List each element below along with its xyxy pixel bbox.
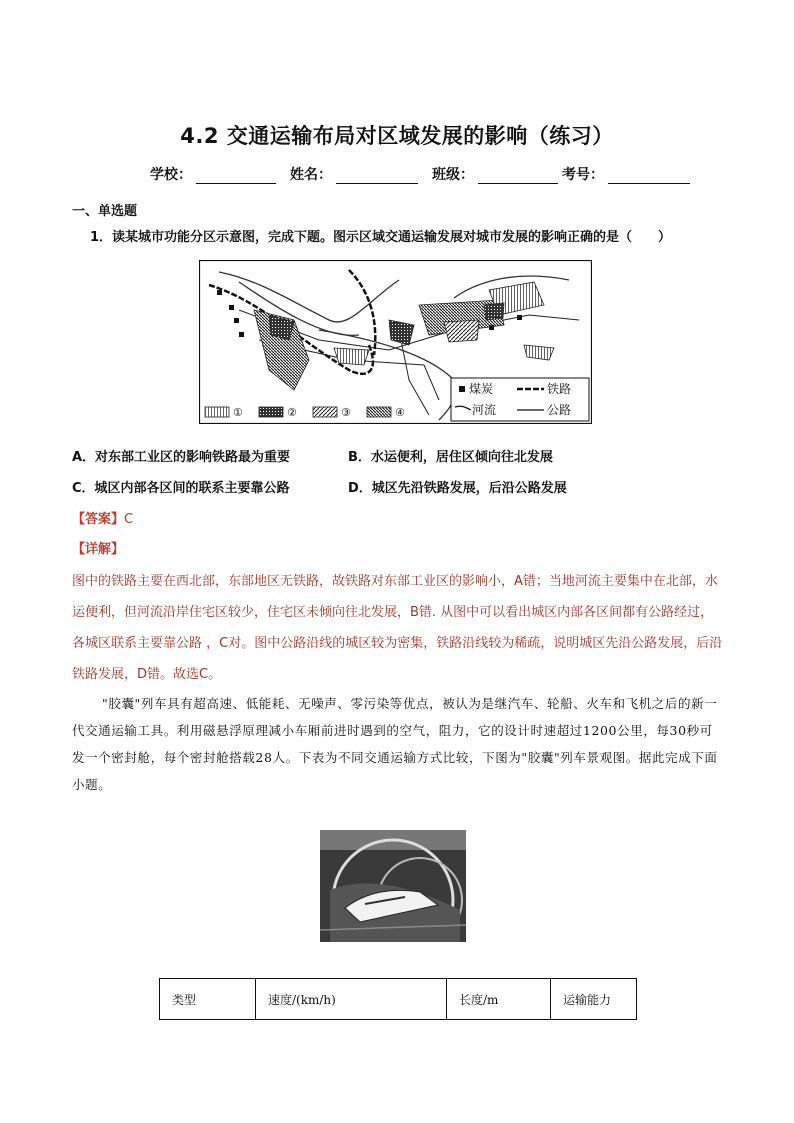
answer-line [72, 508, 133, 527]
zone-1-label: ① [233, 406, 243, 419]
option-d[interactable]: D．城区先沿铁路发展，后沿公路发展 [348, 481, 567, 496]
legend-rail: 铁路 [547, 382, 572, 396]
table-header-row [160, 979, 637, 1020]
coal-mark [217, 290, 222, 295]
zone-2-label: ② [287, 406, 297, 419]
comparison-table [159, 978, 637, 1020]
zone-2-area [484, 303, 504, 320]
coal-mark [239, 332, 244, 337]
name-blank[interactable] [336, 169, 418, 184]
page-title: 4.2 交通运输布局对区域发展的影响（练习） [180, 124, 614, 148]
school-label: 学校： [150, 167, 192, 183]
city-function-map [199, 260, 592, 424]
coal-icon [459, 386, 465, 392]
exam-number-blank[interactable] [608, 169, 690, 184]
header-speed: 速度/(km/h) [256, 979, 447, 1020]
legend-river: 河流 [472, 403, 497, 417]
header-capacity: 运输能力 [551, 979, 637, 1020]
name-label: 姓名： [290, 167, 332, 183]
option-b[interactable]: B．水运便利，居住区倾向往北发展 [348, 450, 553, 465]
option-c[interactable]: C．城区内部各区间的联系主要靠公路 [72, 481, 290, 496]
photo-svg [320, 830, 466, 942]
comparison-table-wrap [159, 978, 637, 1020]
answer-value: C [124, 512, 134, 527]
passage-text [72, 690, 724, 798]
answer-label: 【答案】 [72, 512, 125, 527]
header-type: 类型 [160, 979, 256, 1020]
passage-content: "胶囊"列车具有超高速、低能耗、无噪声、零污染等优点，被认为是继汽车、轮船、火车和飞机之后的新一代交通运输工具。利用磁悬浮原理减小车厢前进时遇到的空气，阻力，它的设计时速超过1200公里，每30秒可发一个密封舱，每个密封舱搭载28人。下表为不同交通运输方式比较，下图为"胶囊"列车景观图。据此完成下面小题。 [72, 696, 718, 792]
coal-mark [229, 305, 234, 310]
detail-text: 图中的铁路主要在西北部，东部地区无铁路，故铁路对东部工业区的影响小，A错；当地河流主要集中在北部，水运便利，但河流沿岸住宅区较少，住宅区未倾向往北发展，B错. 从图中可以看出城区内部各区间都有公路经过，各城区联系主要靠公路 ，C对。图中公路沿线的城区较为密集，铁路沿线较为稀疏，说明城区先沿公路发展，后沿铁路发展，D错。故选C。 [72, 574, 723, 682]
detail-label: 【详解】 [72, 542, 125, 557]
exam-number-label: 考号： [562, 167, 604, 183]
coal-mark [517, 315, 522, 320]
symbol-legend [451, 378, 589, 421]
zone-3-area [444, 320, 479, 342]
header-length: 长度/m [447, 979, 551, 1020]
coal-mark [489, 325, 494, 330]
coal-mark [234, 318, 239, 323]
school-blank[interactable] [196, 169, 276, 184]
capsule-train-photo [320, 830, 466, 942]
question-1-stem: 1．读某城市功能分区示意图，完成下题。图示区域交通运输发展对城市发展的影响正确的是（ ） [90, 230, 672, 245]
zone-1-area [334, 348, 369, 365]
map-svg [199, 260, 592, 424]
class-blank[interactable] [478, 169, 558, 184]
zone-4-label: ④ [395, 406, 405, 419]
zone-3-label: ③ [341, 406, 351, 419]
student-info-row [150, 164, 690, 184]
class-label: 班级： [432, 167, 474, 183]
legend-road: 公路 [547, 403, 572, 417]
section-heading: 一、单选题 [72, 204, 138, 219]
option-a[interactable]: A．对东部工业区的影响铁路最为重要 [72, 450, 291, 465]
legend-coal: 煤炭 [469, 382, 494, 396]
